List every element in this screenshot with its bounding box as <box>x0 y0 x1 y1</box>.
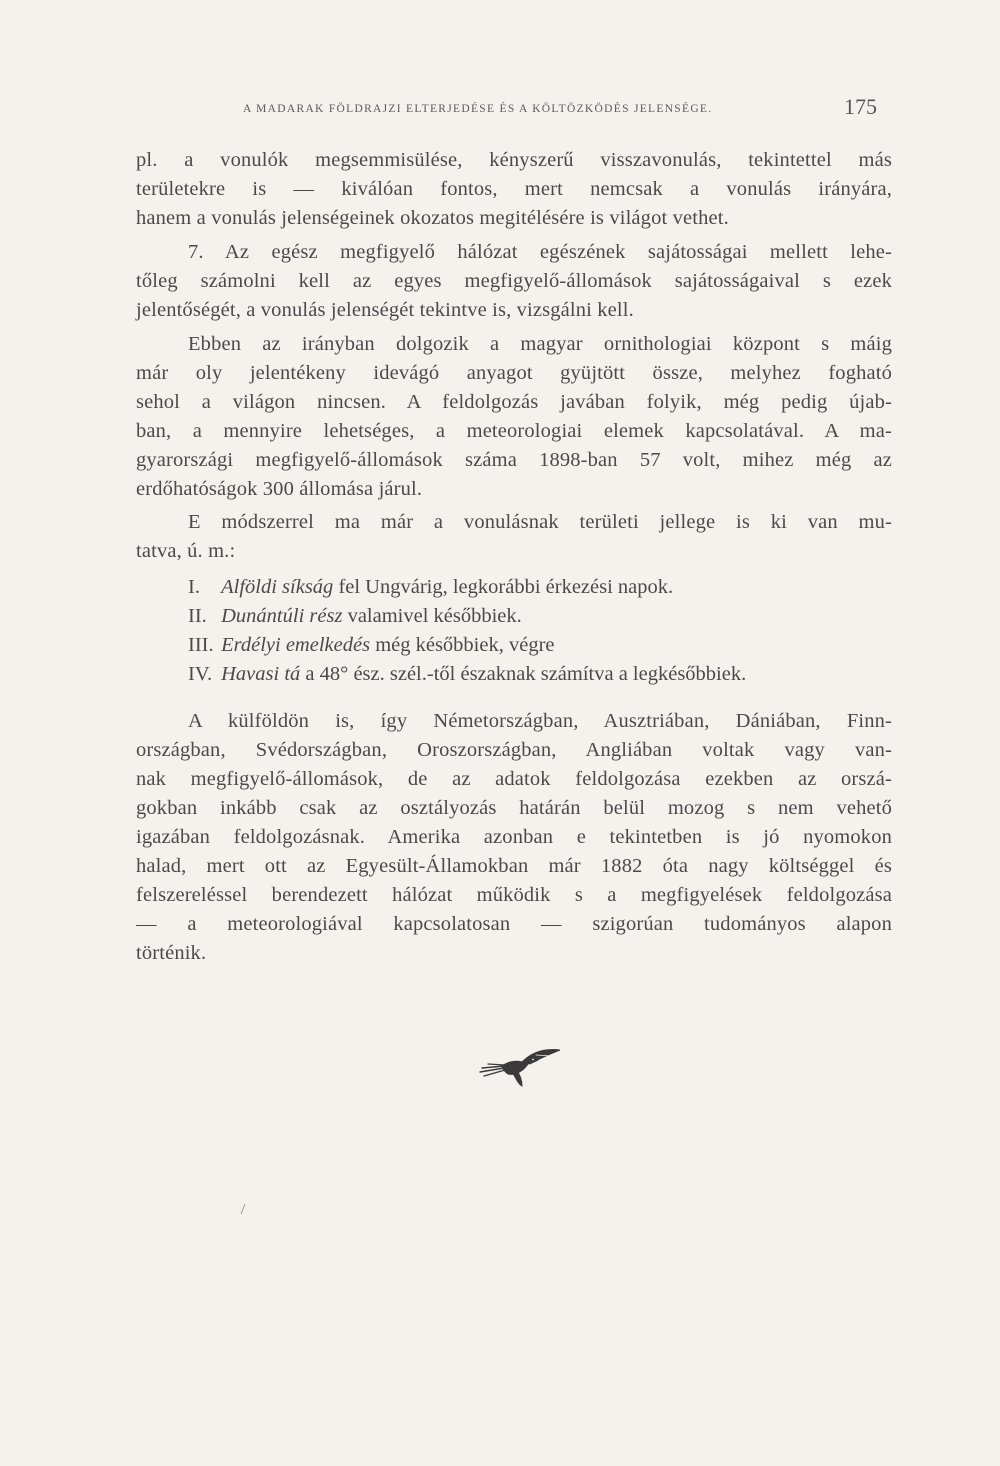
region-name: Havasi tá <box>221 663 301 685</box>
paragraph-continuation <box>136 146 892 233</box>
text-line: jelentőségét, a vonulás jelenségét tekintve is, vizsgálni kell. <box>136 299 634 321</box>
list-item <box>188 573 908 602</box>
text-line: A külföldön is, így Németországban, Ausztriában, Dániában, Finn- <box>188 710 892 732</box>
text-line: igazában feldolgozásnak. Amerika azonban e tekintetben is jó nyomokon <box>136 826 892 848</box>
paragraph-point-seven <box>136 238 892 325</box>
text-line: — a meteorologiával kapcsolatosan — szigorúan tudományos alapon <box>136 913 892 935</box>
text-line: területekre is — kiválóan fontos, mert nemcsak a vonulás irányára, <box>136 178 892 200</box>
text-line: Ebben az irányban dolgozik a magyar ornithologiai központ s máig <box>188 333 892 355</box>
text-line: E módszerrel ma már a vonulásnak területi jellege is ki van mu- <box>188 511 892 533</box>
text-line: pl. a vonulók megsemmisülése, kényszerű visszavonulás, tekintettel más <box>136 149 892 171</box>
regions-list <box>188 573 908 689</box>
region-name: Dunántúli rész <box>221 605 343 627</box>
running-header: A MADARAK FÖLDRAJZI ELTERJEDÉSE ÉS A KÖLTÖZKÖDÉS JELENSÉGE. <box>243 103 713 115</box>
list-item <box>188 631 908 660</box>
region-description: valamivel későbbiek. <box>347 605 522 627</box>
paragraph-foreign-stations <box>136 707 892 968</box>
text-line: országban, Svédországban, Oroszországban, Angliában voltak vagy van- <box>136 739 892 761</box>
text-line: nak megfigyelő-állomások, de az adatok feldolgozása ezekben az orszá- <box>136 768 892 790</box>
region-name: Erdélyi emelkedés <box>221 634 371 656</box>
list-number: I. <box>188 576 200 598</box>
text-line: ban, a mennyire lehetséges, a meteorologiai elemek kapcsolatával. A ma- <box>136 420 892 442</box>
region-description: még későbbiek, végre <box>375 634 555 656</box>
list-number: IV. <box>188 663 213 685</box>
page-number: 175 <box>844 94 877 119</box>
text-line: tőleg számolni kell az egyes megfigyelő-állomások sajátosságaival s ezek <box>136 270 892 292</box>
text-line: erdőhatóságok 300 állomása járul. <box>136 478 423 500</box>
text-line: felszereléssel berendezett hálózat működik s a megfigyelések feldolgozása <box>136 884 892 906</box>
text-line: 7. Az egész megfigyelő hálózat egészének sajátosságai mellett lehe- <box>188 241 892 263</box>
text-line: halad, mert ott az Egyesült-Államokban már 1882 óta nagy költséggel és <box>136 855 892 877</box>
text-line: történik. <box>136 942 207 964</box>
flying-bird-icon <box>478 1046 568 1088</box>
paragraph-hungarian-center <box>136 330 892 504</box>
list-number: II. <box>188 605 207 627</box>
text-line: gyarországi megfigyelő-állomások száma 1898-ban 57 volt, mihez még az <box>136 449 892 471</box>
region-description: fel Ungvárig, legkorábbi érkezési napok. <box>338 576 674 598</box>
ink-speck <box>240 1203 246 1215</box>
list-item <box>188 660 908 689</box>
list-number: III. <box>188 634 214 656</box>
paragraph-method <box>136 508 892 566</box>
region-name: Alföldi síkság <box>221 576 334 598</box>
list-item <box>188 602 908 631</box>
text-line: már oly jelentékeny idevágó anyagot gyüjtött össze, melyhez fogható <box>136 362 892 384</box>
text-line: sehol a világon nincsen. A feldolgozás javában folyik, még pedig újab- <box>136 391 892 413</box>
text-line: tatva, ú. m.: <box>136 540 236 562</box>
region-description: a 48° ész. szél.-től északnak számítva a legkésőbbiek. <box>305 663 747 685</box>
text-line: gokban inkább csak az osztályozás határán belül mozog s nem vehető <box>136 797 892 819</box>
text-line: hanem a vonulás jelenségeinek okozatos megitélésére is világot vethet. <box>136 207 729 229</box>
